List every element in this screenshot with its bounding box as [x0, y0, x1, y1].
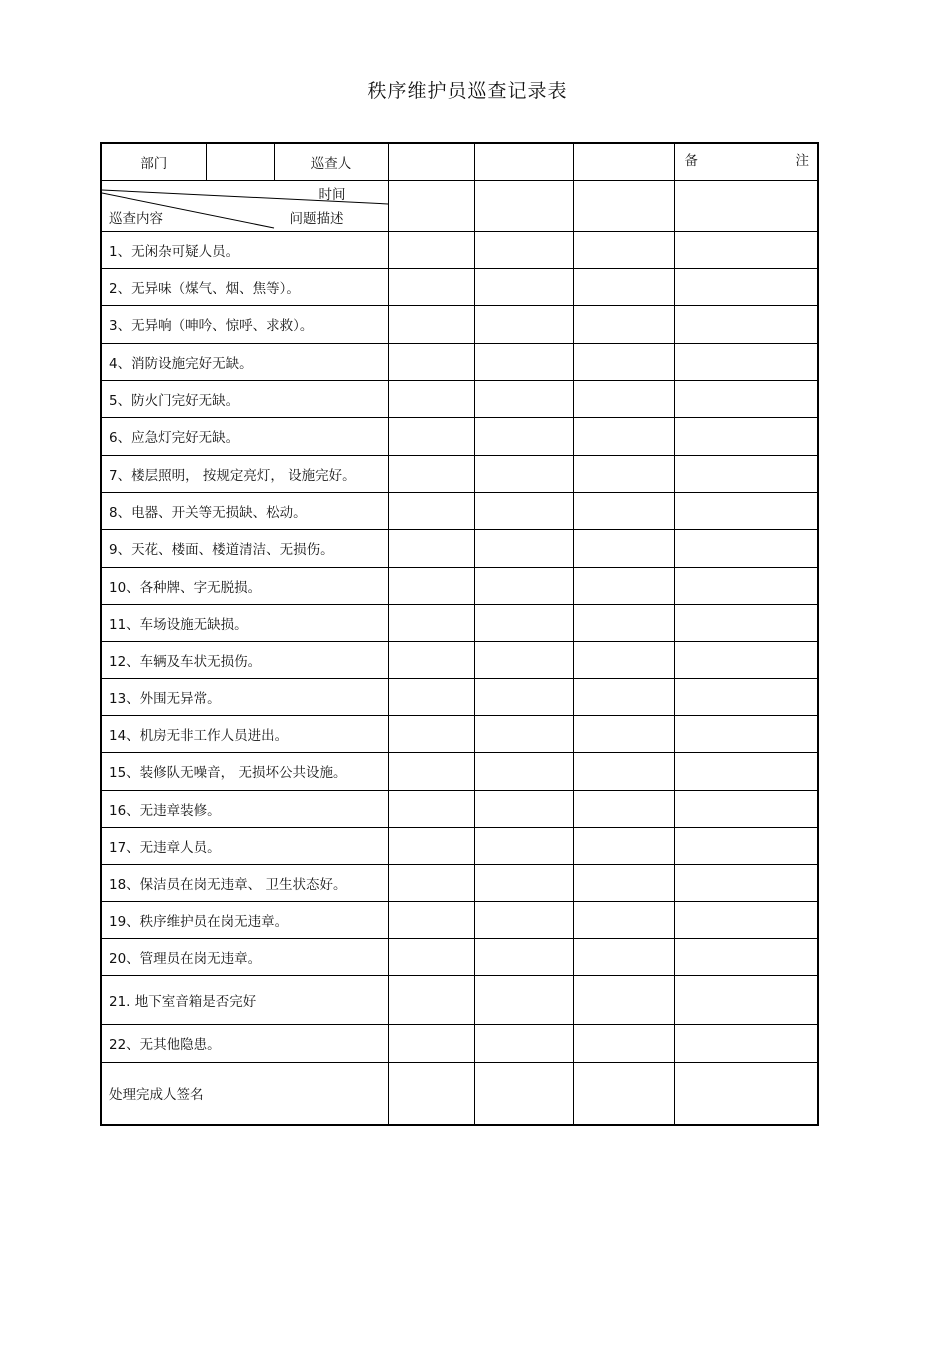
inspection-item-label: 6、应急灯完好无缺。 — [101, 417, 388, 455]
table-row — [101, 604, 818, 641]
check-cell[interactable] — [388, 975, 474, 1024]
check-cell[interactable] — [573, 641, 674, 678]
remark-cell[interactable] — [674, 492, 818, 529]
table-row — [101, 641, 818, 678]
signature-label: 处理完成人签名 — [101, 1062, 388, 1125]
remark-cell[interactable] — [674, 417, 818, 455]
table-row — [101, 1024, 818, 1062]
check-cell[interactable] — [573, 790, 674, 827]
inspection-item-label: 20、管理员在岗无违章。 — [101, 938, 388, 975]
table-row — [101, 752, 818, 790]
check-cell[interactable] — [474, 790, 573, 827]
table-row — [101, 380, 818, 417]
check-cell[interactable] — [474, 901, 573, 938]
inspection-item-label: 19、秩序维护员在岗无违章。 — [101, 901, 388, 938]
table-row — [101, 827, 818, 864]
inspection-item-label: 1、无闲杂可疑人员。 — [101, 231, 388, 268]
check-cell[interactable] — [474, 305, 573, 343]
inspection-item-label: 3、无异响（呻吟、惊呼、求救）。 — [101, 305, 388, 343]
inspection-item-label: 11、车场设施无缺损。 — [101, 604, 388, 641]
signature-field[interactable] — [573, 1062, 674, 1125]
check-cell[interactable] — [474, 268, 573, 305]
check-cell[interactable] — [388, 790, 474, 827]
signature-field[interactable] — [388, 1062, 474, 1125]
check-cell[interactable] — [474, 604, 573, 641]
check-cell[interactable] — [388, 380, 474, 417]
check-cell[interactable] — [573, 604, 674, 641]
check-cell[interactable] — [474, 938, 573, 975]
check-cell[interactable] — [474, 975, 573, 1024]
inspection-item-label: 16、无违章装修。 — [101, 790, 388, 827]
remark-cell[interactable] — [674, 641, 818, 678]
table-row — [101, 715, 818, 752]
remark-cell[interactable] — [674, 231, 818, 268]
table-row — [101, 305, 818, 343]
table-row — [101, 343, 818, 380]
check-cell[interactable] — [388, 1024, 474, 1062]
remark-cell[interactable] — [674, 1024, 818, 1062]
inspector-field-1[interactable] — [388, 143, 474, 180]
table-row — [101, 678, 818, 715]
inspection-item-label: 22、无其他隐患。 — [101, 1024, 388, 1062]
inspector-field-2[interactable] — [474, 143, 573, 180]
inspection-content-label: 巡查内容 — [109, 210, 163, 227]
problem-description-label: 问题描述 — [289, 210, 344, 227]
table-row — [101, 455, 818, 492]
check-cell[interactable] — [474, 641, 573, 678]
inspection-item-label: 21. 地下室音箱是否完好 — [101, 975, 388, 1024]
table-row — [101, 492, 818, 529]
inspection-table — [100, 142, 819, 1126]
remark-cell[interactable] — [674, 901, 818, 938]
check-cell[interactable] — [573, 343, 674, 380]
check-cell[interactable] — [388, 864, 474, 901]
table-row — [101, 417, 818, 455]
check-cell[interactable] — [388, 604, 474, 641]
remark-cell[interactable] — [674, 715, 818, 752]
inspection-item-label: 14、机房无非工作人员进出。 — [101, 715, 388, 752]
check-cell[interactable] — [474, 827, 573, 864]
check-cell[interactable] — [388, 901, 474, 938]
inspection-item-label: 7、楼层照明， 按规定亮灯， 设施完好。 — [101, 455, 388, 492]
department-label: 部门 — [101, 143, 206, 180]
header-row — [101, 143, 818, 180]
remark-cell[interactable] — [674, 864, 818, 901]
remark-cell[interactable] — [674, 938, 818, 975]
remark-label-1: 备 — [684, 153, 698, 169]
signature-row — [101, 1062, 818, 1125]
check-cell[interactable] — [388, 827, 474, 864]
remark-label-2: 注 — [795, 153, 809, 169]
check-cell[interactable] — [573, 752, 674, 790]
time-field-3[interactable] — [573, 180, 674, 231]
table-row — [101, 567, 818, 604]
remark-cell[interactable] — [674, 827, 818, 864]
check-cell[interactable] — [573, 380, 674, 417]
check-cell[interactable] — [573, 492, 674, 529]
remark-cell[interactable] — [674, 455, 818, 492]
remark-cell[interactable] — [674, 790, 818, 827]
remark-cell[interactable] — [674, 268, 818, 305]
inspection-item-label: 9、天花、楼面、楼道清洁、无损伤。 — [101, 529, 388, 567]
check-cell[interactable] — [573, 305, 674, 343]
diagonal-header-row — [101, 180, 818, 231]
inspector-label: 巡查人 — [274, 143, 388, 180]
inspection-item-label: 5、防火门完好无缺。 — [101, 380, 388, 417]
remark-cell[interactable] — [674, 678, 818, 715]
check-cell[interactable] — [573, 231, 674, 268]
check-cell[interactable] — [388, 678, 474, 715]
check-cell[interactable] — [388, 752, 474, 790]
remark-cell[interactable] — [674, 380, 818, 417]
check-cell[interactable] — [474, 231, 573, 268]
remark-cell[interactable] — [674, 567, 818, 604]
check-cell[interactable] — [474, 1024, 573, 1062]
check-cell[interactable] — [474, 343, 573, 380]
remark-cell[interactable] — [674, 975, 818, 1024]
inspection-item-label: 2、无异味（煤气、烟、焦等）。 — [101, 268, 388, 305]
check-cell[interactable] — [573, 455, 674, 492]
check-cell[interactable] — [573, 567, 674, 604]
check-cell[interactable] — [573, 827, 674, 864]
check-cell[interactable] — [388, 529, 474, 567]
remark-cell[interactable] — [674, 752, 818, 790]
check-cell[interactable] — [388, 938, 474, 975]
remark-cell[interactable] — [674, 604, 818, 641]
check-cell[interactable] — [573, 864, 674, 901]
check-cell[interactable] — [474, 715, 573, 752]
remark-field-top[interactable] — [674, 180, 818, 231]
inspection-item-label: 13、外围无异常。 — [101, 678, 388, 715]
check-cell[interactable] — [573, 938, 674, 975]
signature-field[interactable] — [674, 1062, 818, 1125]
check-cell[interactable] — [573, 529, 674, 567]
inspection-item-label: 12、车辆及车状无损伤。 — [101, 641, 388, 678]
check-cell[interactable] — [388, 231, 474, 268]
department-field[interactable] — [206, 143, 274, 180]
check-cell[interactable] — [388, 641, 474, 678]
remark-cell[interactable] — [674, 305, 818, 343]
table-row — [101, 231, 818, 268]
check-cell[interactable] — [388, 715, 474, 752]
check-cell[interactable] — [474, 417, 573, 455]
check-cell[interactable] — [474, 529, 573, 567]
check-cell[interactable] — [474, 678, 573, 715]
check-cell[interactable] — [388, 305, 474, 343]
check-cell[interactable] — [573, 1024, 674, 1062]
table-row — [101, 975, 818, 1024]
check-cell[interactable] — [388, 567, 474, 604]
table-row — [101, 268, 818, 305]
check-cell[interactable] — [388, 417, 474, 455]
check-cell[interactable] — [474, 864, 573, 901]
table-row — [101, 901, 818, 938]
inspection-item-label: 18、保洁员在岗无违章、 卫生状态好。 — [101, 864, 388, 901]
check-cell[interactable] — [573, 975, 674, 1024]
table-row — [101, 864, 818, 901]
table-row — [101, 529, 818, 567]
check-cell[interactable] — [388, 492, 474, 529]
time-field-2[interactable] — [474, 180, 573, 231]
check-cell[interactable] — [388, 268, 474, 305]
page-title: 秩序维护员巡查记录表 — [367, 80, 568, 102]
inspection-item-label: 17、无违章人员。 — [101, 827, 388, 864]
check-cell[interactable] — [474, 380, 573, 417]
inspection-item-label: 8、电器、开关等无损缺、松动。 — [101, 492, 388, 529]
diagonal-header-cell — [101, 180, 388, 231]
table-row — [101, 790, 818, 827]
check-cell[interactable] — [573, 417, 674, 455]
check-cell[interactable] — [573, 678, 674, 715]
inspector-field-3[interactable] — [573, 143, 674, 180]
check-cell[interactable] — [573, 901, 674, 938]
check-cell[interactable] — [388, 455, 474, 492]
check-cell[interactable] — [573, 268, 674, 305]
check-cell[interactable] — [573, 715, 674, 752]
time-field-1[interactable] — [388, 180, 474, 231]
check-cell[interactable] — [474, 752, 573, 790]
table-row — [101, 938, 818, 975]
check-cell[interactable] — [474, 492, 573, 529]
inspection-item-label: 15、装修队无噪音， 无损坏公共设施。 — [101, 752, 388, 790]
check-cell[interactable] — [388, 343, 474, 380]
signature-field[interactable] — [474, 1062, 573, 1125]
check-cell[interactable] — [474, 455, 573, 492]
inspection-item-label: 10、各种牌、字无脱损。 — [101, 567, 388, 604]
remark-header — [674, 143, 818, 180]
remark-cell[interactable] — [674, 343, 818, 380]
inspection-item-label: 4、消防设施完好无缺。 — [101, 343, 388, 380]
time-label: 时间 — [318, 186, 346, 203]
check-cell[interactable] — [474, 567, 573, 604]
remark-cell[interactable] — [674, 529, 818, 567]
